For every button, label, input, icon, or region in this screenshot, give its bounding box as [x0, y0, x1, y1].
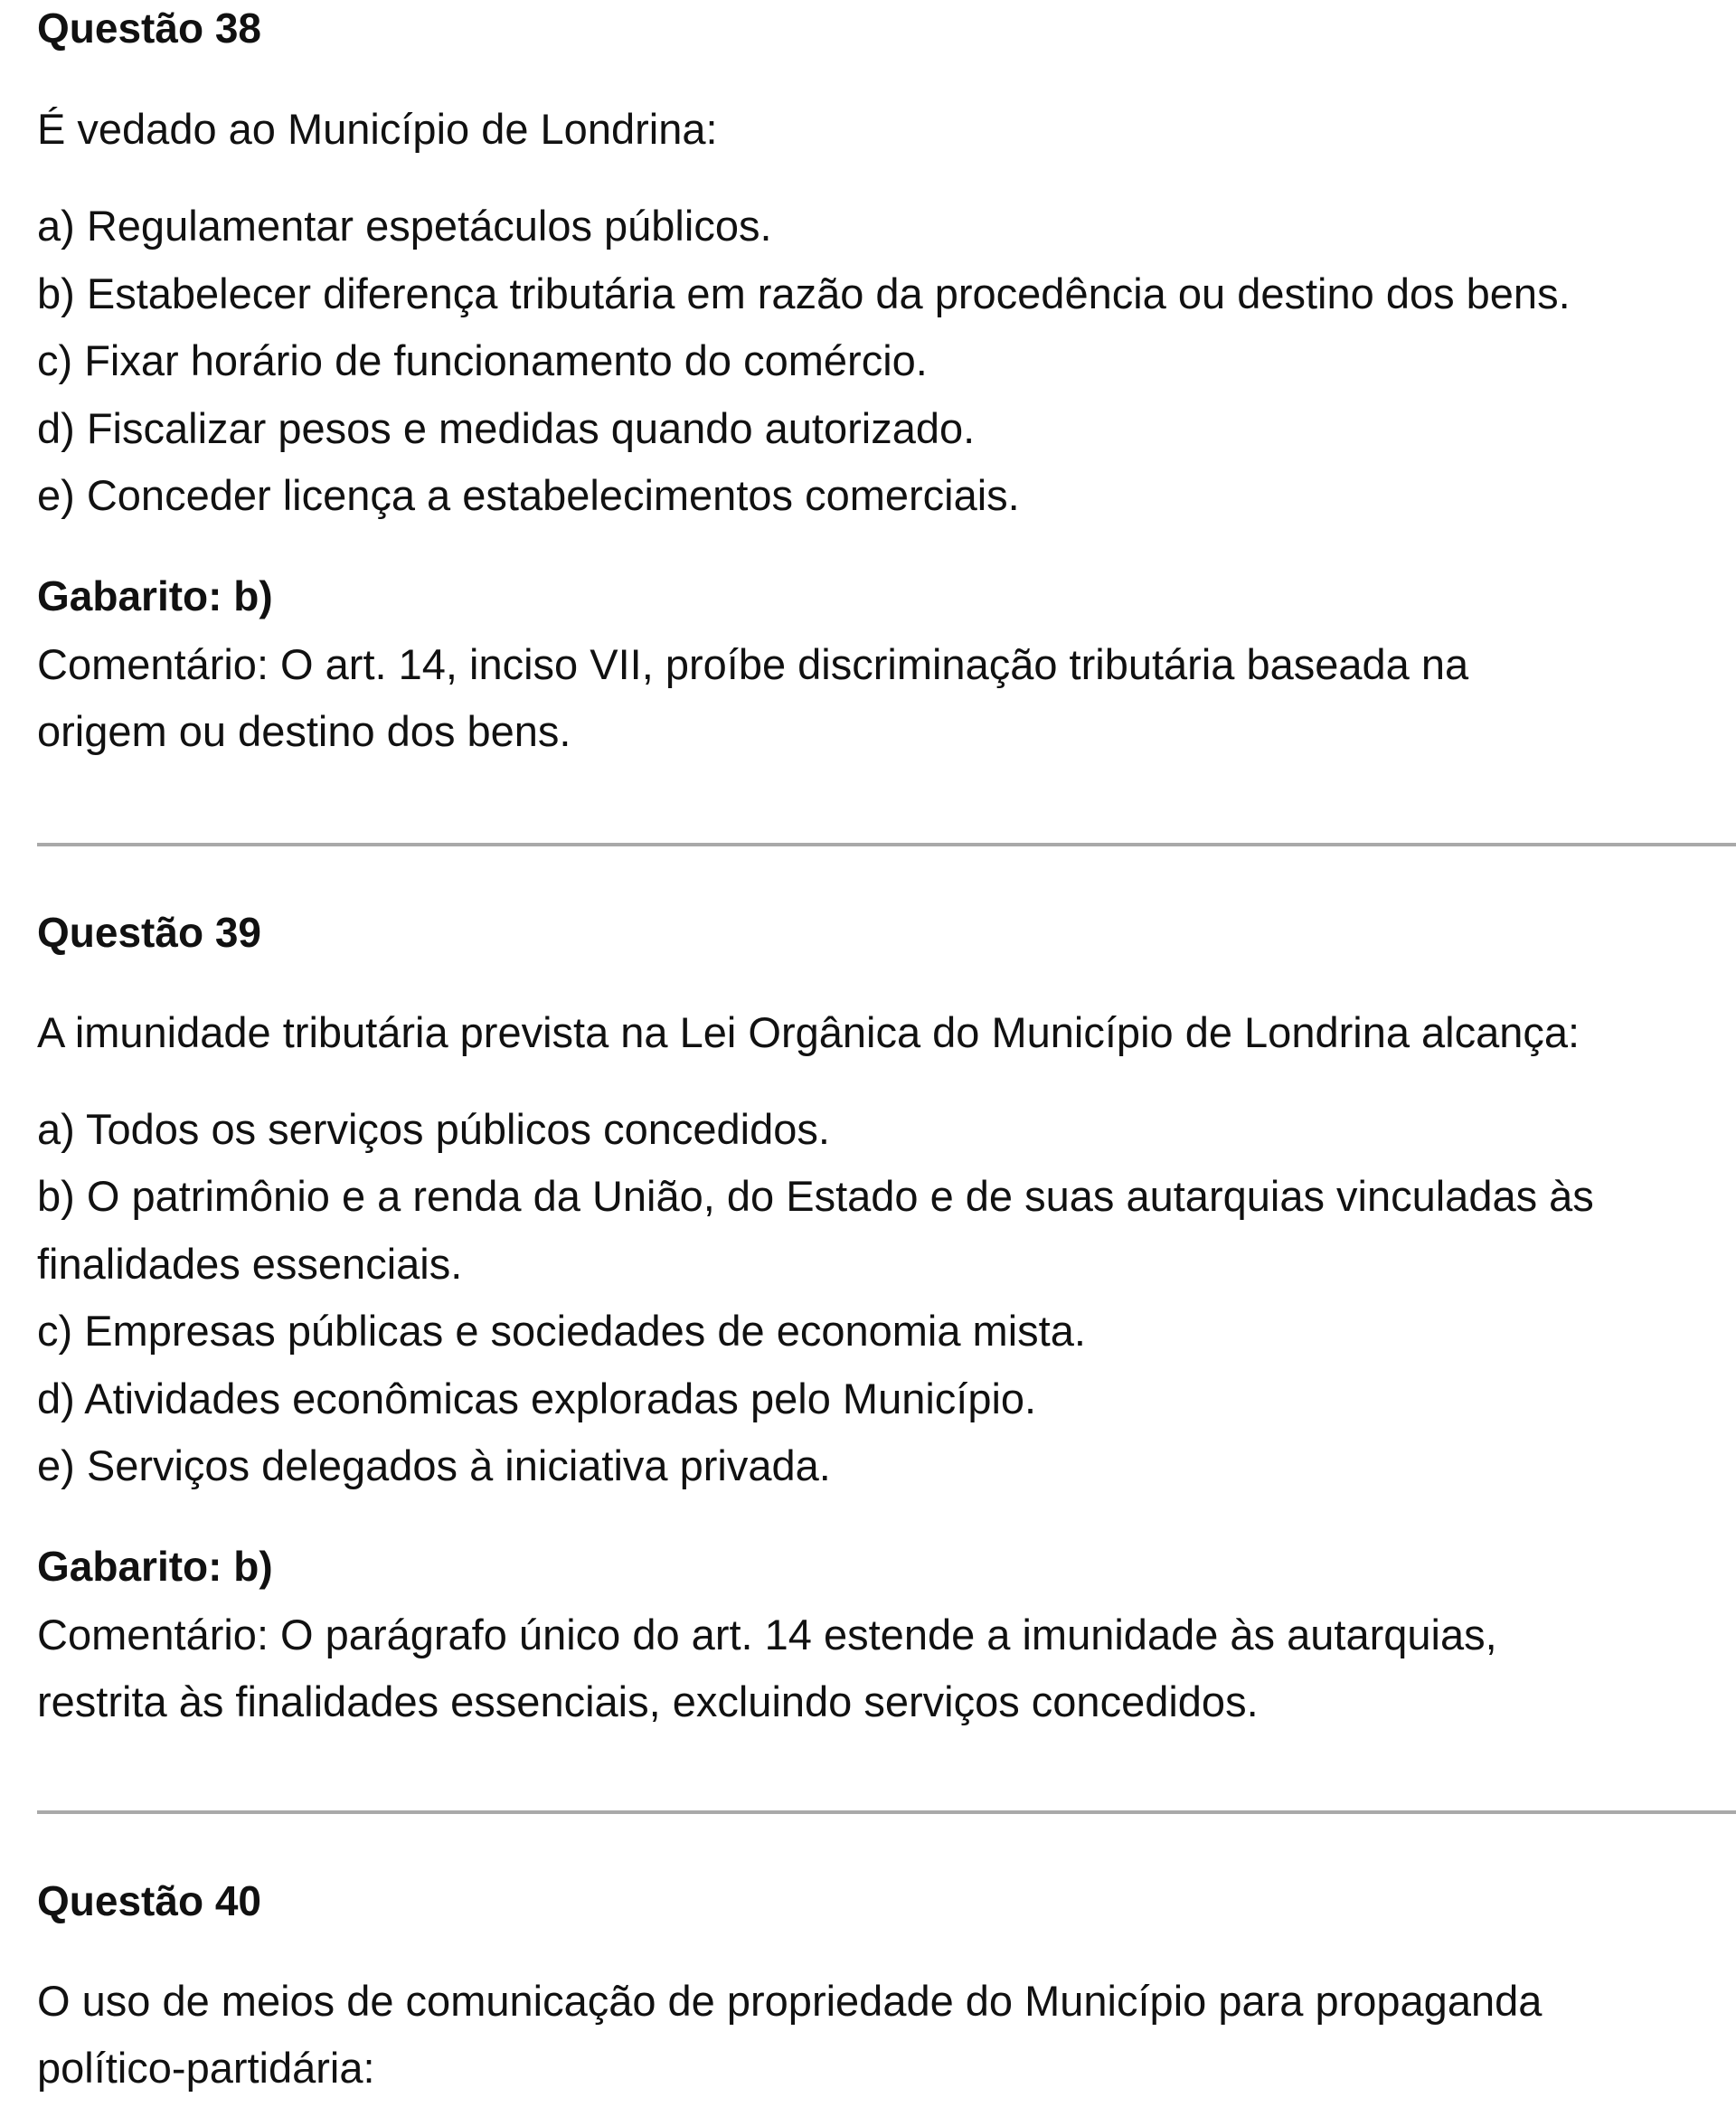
option-d: d) Atividades econômicas exploradas pelo Município.: [37, 1375, 1037, 1422]
answer-key: Gabarito: b): [37, 572, 273, 619]
question-title: Questão 40: [37, 1877, 261, 1924]
question-prompt-line: político-partidária:: [37, 2044, 375, 2092]
comment-line: restrita às finalidades essenciais, excluindo serviços concedidos.: [37, 1677, 1259, 1725]
question-prompt-line: O uso de meios de comunicação de propriedade do Município para propaganda: [37, 1977, 1543, 2025]
comment-line: origem ou destino dos bens.: [37, 707, 571, 755]
question-prompt: É vedado ao Município de Londrina:: [37, 105, 718, 153]
option-c: c) Fixar horário de funcionamento do comércio.: [37, 336, 928, 384]
section-divider: [37, 1810, 1736, 1814]
comment-line: Comentário: O parágrafo único do art. 14 estende a imunidade às autarquias,: [37, 1611, 1497, 1658]
option-b: b) O patrimônio e a renda da União, do Estado e de suas autarquias vinculadas às: [37, 1172, 1594, 1220]
option-e: e) Conceder licença a estabelecimentos comerciais.: [37, 471, 1020, 519]
option-b: b) Estabelecer diferença tributária em razão da procedência ou destino dos bens.: [37, 269, 1571, 317]
comment-line: Comentário: O art. 14, inciso VII, proíbe discriminação tributária baseada na: [37, 640, 1469, 688]
question-title: Questão 39: [37, 909, 261, 956]
option-d: d) Fiscalizar pesos e medidas quando autorizado.: [37, 404, 976, 452]
answer-key: Gabarito: b): [37, 1543, 273, 1590]
section-divider: [37, 843, 1736, 846]
option-a: a) Todos os serviços públicos concedidos.: [37, 1105, 830, 1153]
option-b-continued: finalidades essenciais.: [37, 1240, 463, 1288]
question-prompt: A imunidade tributária prevista na Lei Orgânica do Município de Londrina alcança:: [37, 1008, 1580, 1056]
question-title: Questão 38: [37, 5, 261, 52]
option-e: e) Serviços delegados à iniciativa privada.: [37, 1441, 831, 1489]
option-a: a) Regulamentar espetáculos públicos.: [37, 202, 772, 250]
option-c: c) Empresas públicas e sociedades de economia mista.: [37, 1307, 1086, 1355]
